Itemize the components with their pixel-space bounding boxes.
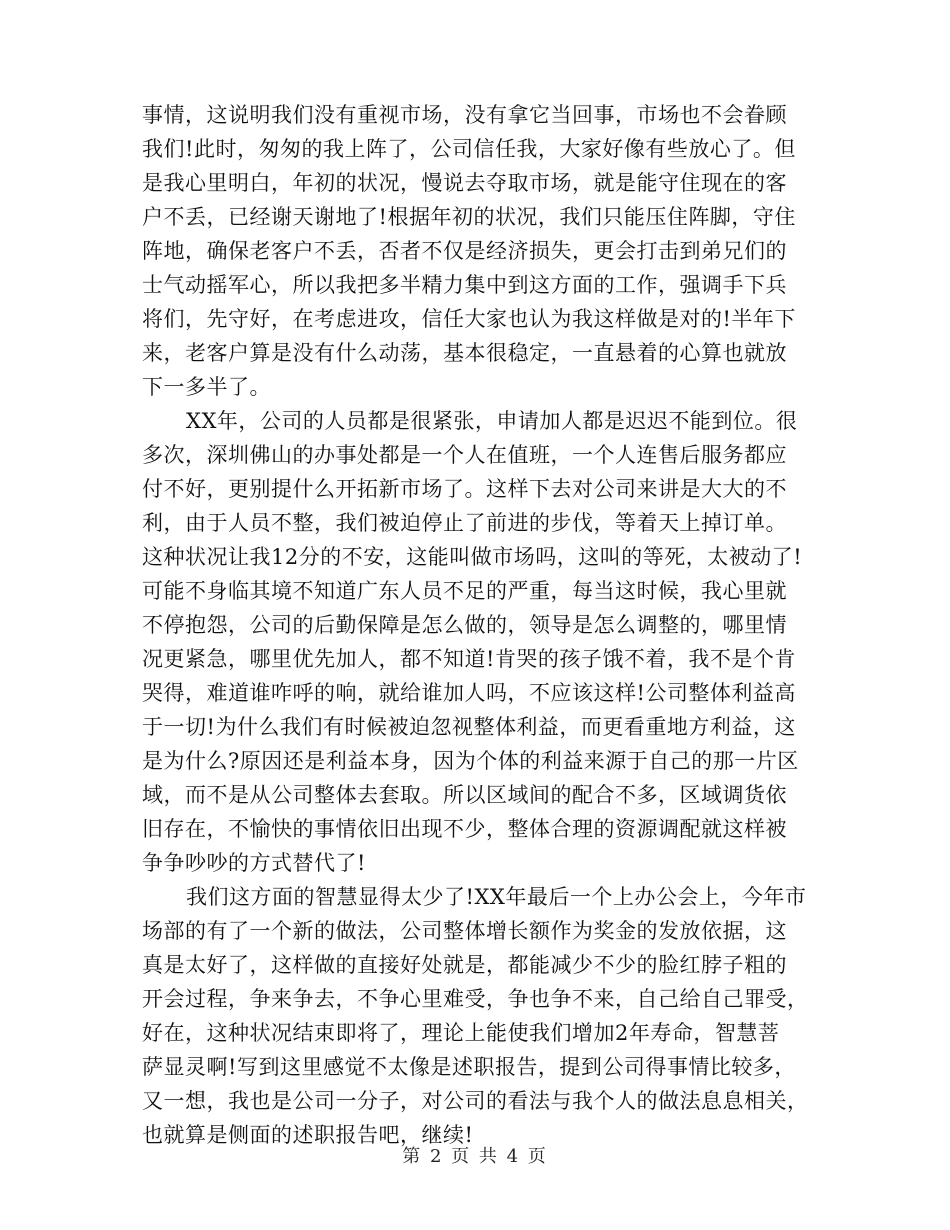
paragraph-1 [142, 98, 814, 404]
text-line: 我们!此时，匆匆的我上阵了，公司信任我，大家好像有些放心了。但 [142, 137, 796, 161]
text-line: 也就算是侧面的述职报告吧，继续! [142, 1123, 474, 1147]
text-line: 将们，先守好，在考虑进攻，信任大家也认为我这样做是对的!半年下 [142, 307, 796, 331]
text-line: 户不丢，已经谢天谢地了!根据年初的状况，我们只能压住阵脚，守住 [142, 205, 796, 229]
text-line: 又一想，我也是公司一分子，对公司的看法与我个人的做法息息相关， [142, 1089, 809, 1113]
text-line: 好在，这种状况结束即将了，理论上能使我们增加2年寿命，智慧菩 [142, 1021, 780, 1045]
paragraph-2 [142, 404, 814, 880]
text-line: 旧存在，不愉快的事情依旧出现不少，整体合理的资源调配就这样被 [142, 817, 787, 841]
text-line: 付不好，更别提什么开拓新市场了。这样下去对公司来讲是大大的不 [142, 477, 787, 501]
text-line: 于一切!为什么我们有时候被迫忽视整体利益，而更看重地方利益，这 [142, 715, 796, 739]
text-line: 开会过程，争来争去，不争心里难受，争也争不来，自己给自己罪受， [142, 987, 809, 1011]
text-line: 阵地，确保老客户不丢，否者不仅是经济损失，更会打击到弟兄们的 [142, 239, 787, 263]
text-line: 不停抱怨，公司的后勤保障是怎么做的，领导是怎么调整的，哪里情 [142, 613, 787, 637]
document-body [142, 98, 814, 1152]
page-number-footer: 第 2 页 共 4 页 [402, 1146, 548, 1167]
text-line: 是为什么?原因还是利益本身，因为个体的利益来源于自己的那一片区 [142, 749, 799, 773]
text-line: 这种状况让我12分的不安，这能叫做市场吗，这叫的等死，太被动了! [142, 545, 803, 569]
text-line: 来，老客户算是没有什么动荡，基本很稳定，一直悬着的心算也就放 [142, 341, 787, 365]
paragraph-3 [142, 880, 814, 1152]
text-line: 况更紧急，哪里优先加人，都不知道!肯哭的孩子饿不着，我不是个肯 [142, 647, 796, 671]
text-line: 下一多半了。 [142, 375, 271, 399]
text-line: 哭得，难道谁咋呼的响，就给谁加人吗，不应该这样!公司整体利益高 [142, 681, 796, 705]
text-line: 事情，这说明我们没有重视市场，没有拿它当回事，市场也不会眷顾 [142, 103, 787, 127]
text-line: 我们这方面的智慧显得太少了!XX年最后一个上办公会上，今年市 [186, 885, 807, 909]
text-line: 是我心里明白，年初的状况，慢说去夺取市场，就是能守住现在的客 [142, 171, 787, 195]
text-line: 域，而不是从公司整体去套取。所以区域间的配合不多，区域调货依 [142, 783, 787, 807]
text-line: 真是太好了，这样做的直接好处就是，都能减少不少的脸红脖子粗的 [142, 953, 787, 977]
text-line: 可能不身临其境不知道广东人员不足的严重，每当这时候，我心里就 [142, 579, 787, 603]
text-line: 萨显灵啊!写到这里感觉不太像是述职报告，提到公司得事情比较多， [142, 1055, 796, 1079]
text-line: 争争吵吵的方式替代了! [142, 851, 366, 875]
text-line: 利，由于人员不整，我们被迫停止了前进的步伐，等着天上掉订单。 [142, 511, 787, 535]
text-line: 多次，深圳佛山的办事处都是一个人在值班，一个人连售后服务都应 [142, 443, 787, 467]
text-line: 场部的有了一个新的做法，公司整体增长额作为奖金的发放依据，这 [142, 919, 787, 943]
text-line: 士气动摇军心，所以我把多半精力集中到这方面的工作，强调手下兵 [142, 273, 787, 297]
text-line: XX年，公司的人员都是很紧张，申请加人都是迟迟不能到位。很 [186, 409, 798, 433]
